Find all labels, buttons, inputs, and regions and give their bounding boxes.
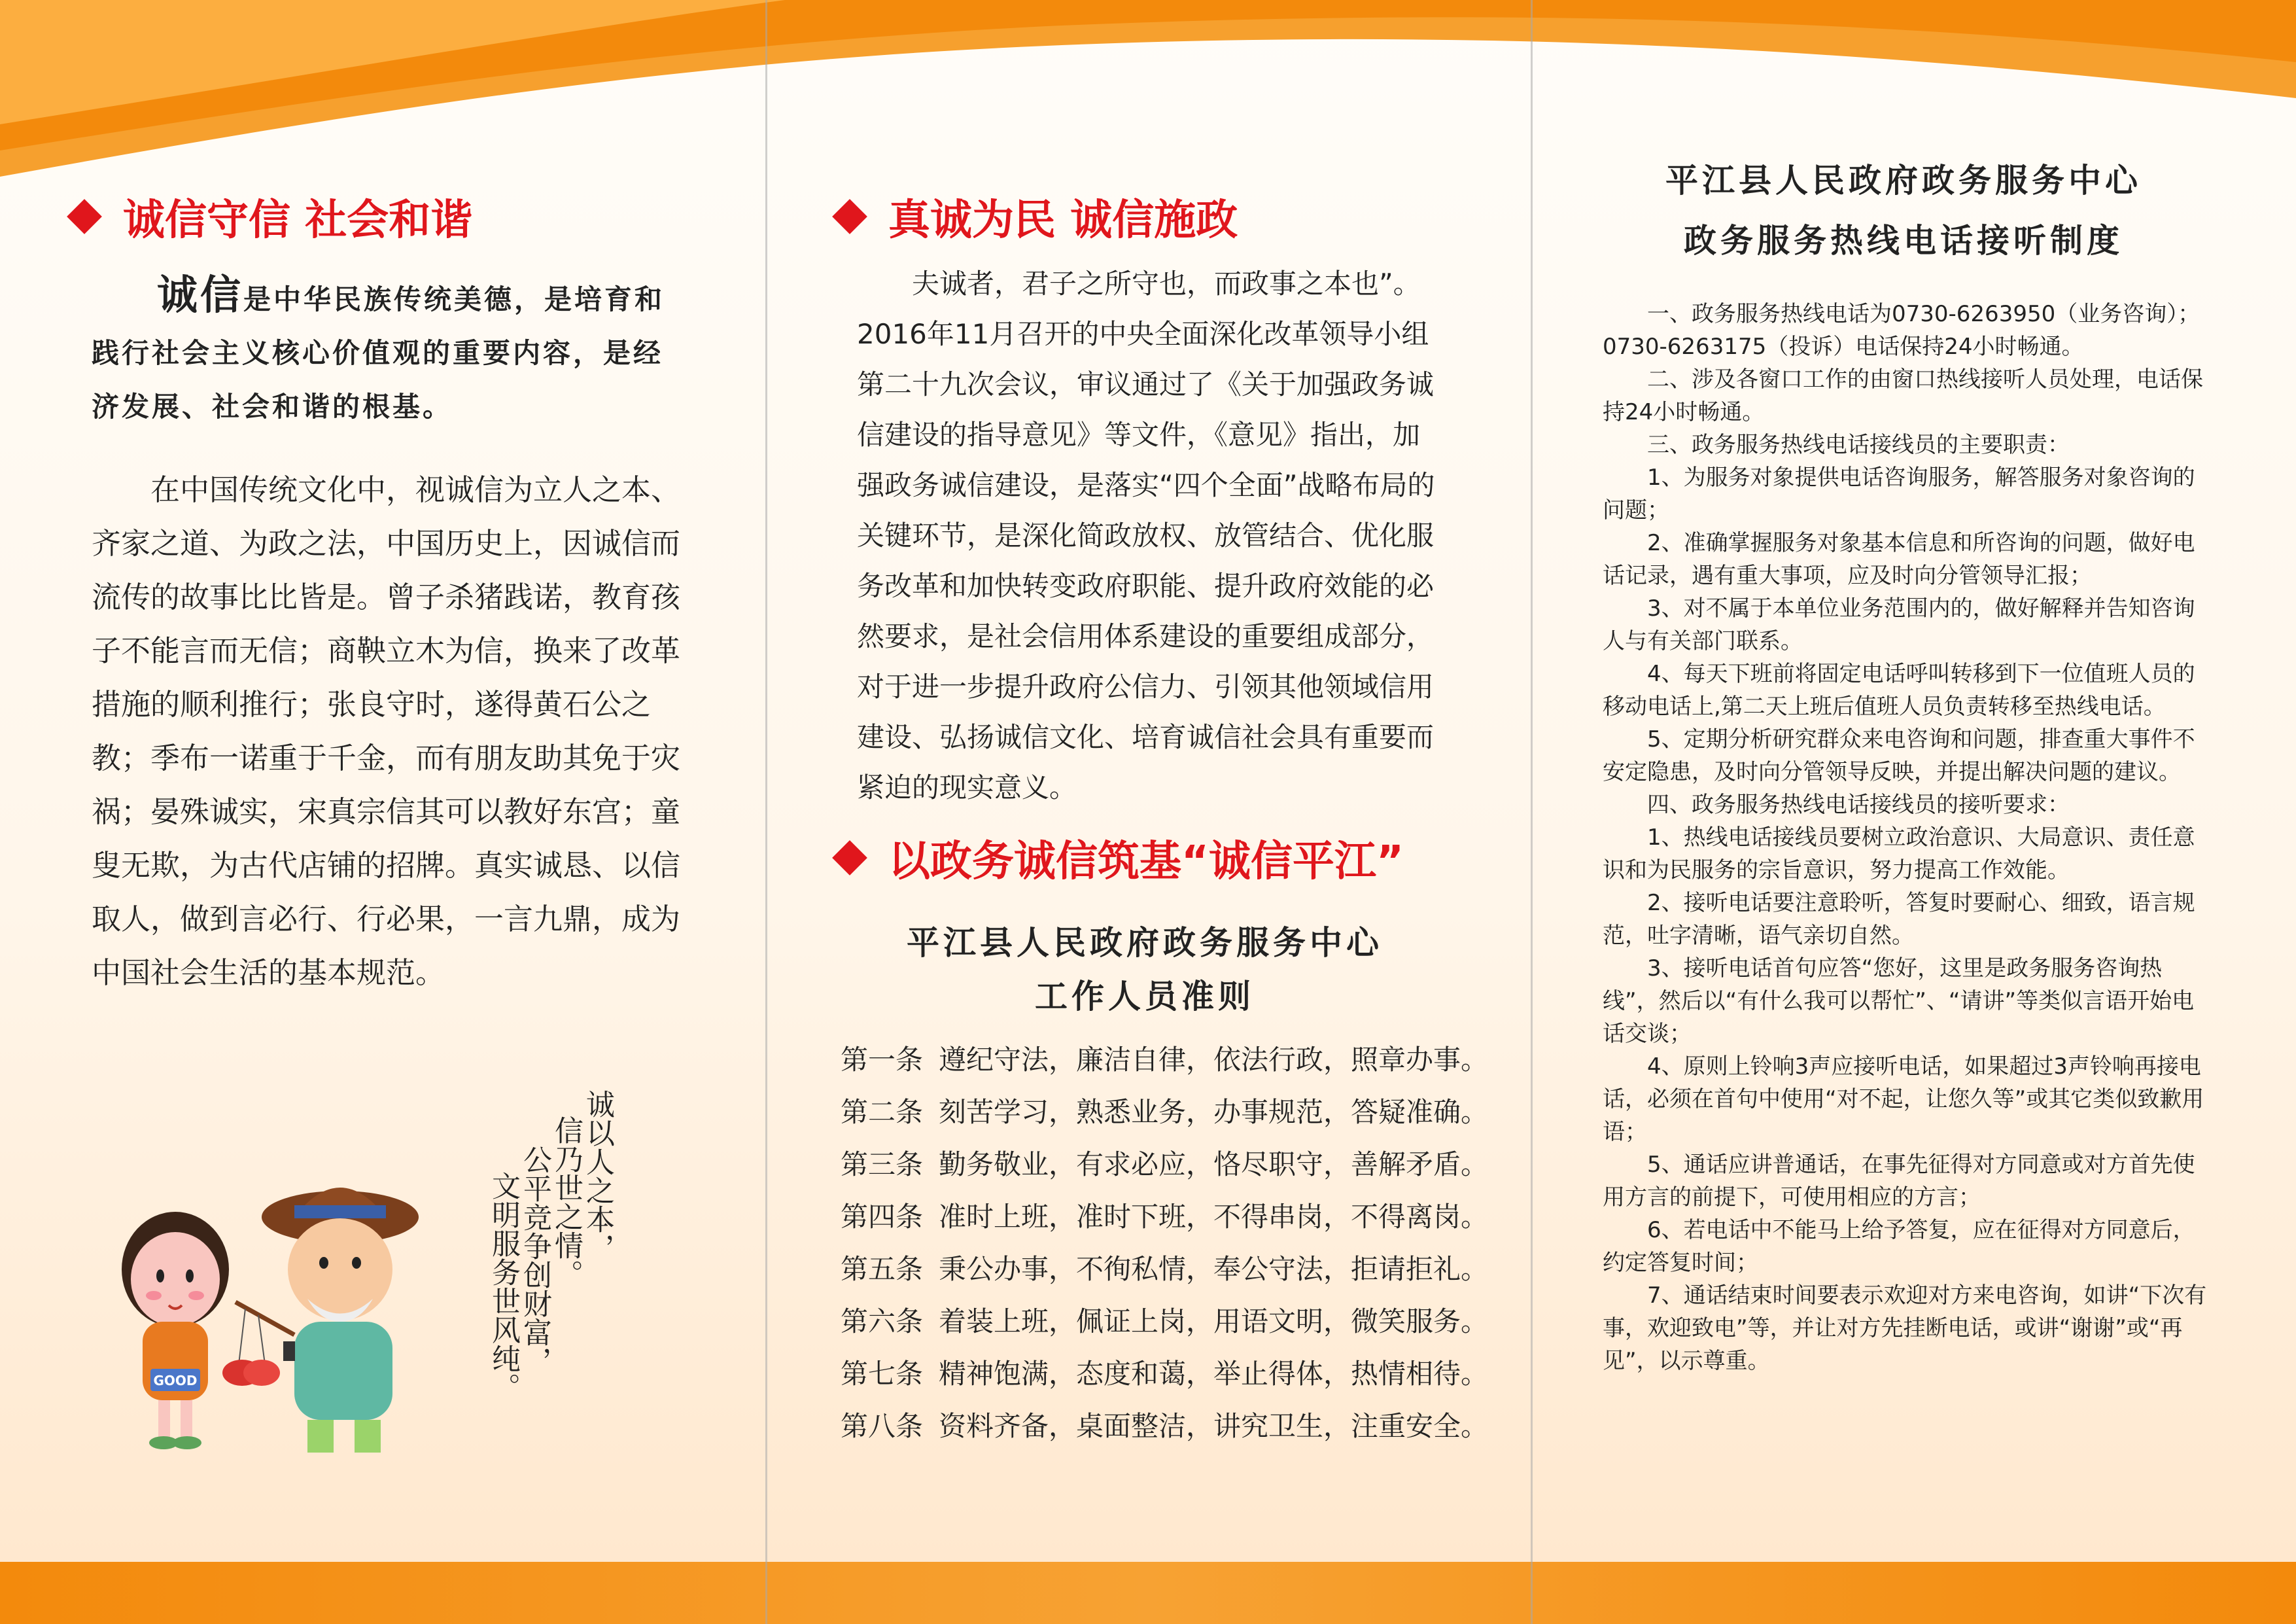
- rule-item: 第三条 勤务敬业，有求必应，恪尽职守，善解矛盾。: [841, 1148, 1489, 1180]
- hotline-title-line2: 政务服务热线电话接听制度: [1684, 221, 2123, 260]
- panel2-heading: [837, 186, 1238, 247]
- hotline-paragraph: 4、每天下班前将固定电话呼叫转移到下一位值班人员的移动电话上,第二天上班后值班人员负责转移至热线电话。: [1603, 661, 2195, 720]
- hotline-paragraph: 6、若电话中不能马上给予答复，应在征得对方同意后，约定答复时间；: [1603, 1217, 2195, 1276]
- hotline-paragraph: 5、定期分析研究群众来电咨询和问题，排查重大事件不安定隐患，及时向分管领导反映，并提出解决问题的建议。: [1603, 726, 2195, 785]
- good-badge: GOOD: [153, 1373, 198, 1388]
- diamond-bullet-icon: [832, 840, 867, 875]
- intro-emphasis: 诚信: [157, 271, 244, 319]
- panel1-body-paragraph: 在中国传统文化中，视诚信为立人之本、齐家之道、为政之法，中国历史上，因诚信而流传的故事比比皆是。曾子杀猪践诺，教育孩子不能言而无信；商鞅立木为信，换来了改革措施的顺利推行；张良守时，遂得黄石公之教；季布一诺重于千金，而有朋友助其免于灾祸；晏殊诚实，宋真宗信其可以教好东宫；童叟无欺，为古代店铺的招牌。真实诚恳、以信取人，做到言必行、行必果，一言九鼎，成为中国社会生活的基本规范。: [92, 472, 681, 990]
- hotline-paragraph: 2、接听电话要注意聆听，答复时要耐心、细致，语言规范，吐字清晰，语气亲切自然。: [1603, 890, 2195, 949]
- diamond-bullet-icon: [832, 199, 867, 234]
- panel1-heading-text: 诚信守信 社会和谐: [123, 196, 473, 245]
- hotline-paragraph: 二、涉及各窗口工作的由窗口热线接听人员处理，电话保持24小时畅通。: [1603, 366, 2203, 425]
- panel-hotline-rules: [1531, 0, 2296, 1624]
- panel-sincere-governance: [765, 0, 1531, 1624]
- panel2-heading-text: 真诚为民 诚信施政: [888, 196, 1238, 245]
- staff-rules-title-line2: 工作人员准则: [1035, 977, 1255, 1015]
- panel2-body-paragraph: 夫诚者，君子之所守也，而政事之本也”。2016年11月召开的中央全面深化改革领导小组第二十九次会议，审议通过了《关于加强政务诚信建设的指导意见》等文件，《意见》指出，加强政务诚信建设，是落实“四个全面”战略布局的关键环节，是深化简政放权、放管结合、优化服务改革和加快转变政府职能、提升政府效能的必然要求，是社会信用体系建设的重要组成部分，对于进一步提升政府公信力、引领其他领域信用建设、弘扬诚信文化、培育诚信社会具有重要而紧迫的现实意义。: [857, 268, 1435, 803]
- intro-text: 是中华民族传统美德，是培育和践行社会主义核心价值观的重要内容，是经济发展、社会和谐的根基。: [92, 283, 665, 423]
- hotline-paragraph: 7、通话结束时间要表示欢迎对方来电咨询，如讲“下次有事，欢迎致电”等，并让对方先挂断电话，或讲“谢谢”或“再见”，以示尊重。: [1603, 1282, 2207, 1374]
- panel1-body: [92, 463, 680, 1000]
- hotline-paragraph: 1、为服务对象提供电话咨询服务，解答服务对象咨询的问题；: [1603, 465, 2195, 523]
- staff-rules-title-line1: 平江县人民政府政务服务中心: [907, 923, 1383, 962]
- hotline-paragraph: 四、政务服务热线电话接线员的接听要求：: [1647, 792, 2070, 818]
- panel2-body: [857, 258, 1446, 813]
- hotline-paragraph: 4、原则上铃响3声应接听电话，如果超过3声铃响再接电话，必须在首句中使用“对不起，让您久等”或其它类似致歉用语；: [1603, 1053, 2204, 1145]
- verse-line: 文明服务世风纯。: [487, 1171, 520, 1402]
- hotline-paragraph: 2、准确掌握服务对象基本信息和所咨询的问题，做好电话记录，遇有重大事项，应及时向分管领导汇报；: [1603, 530, 2195, 589]
- diamond-bullet-icon: [67, 199, 102, 234]
- panel2-heading2-text: 以政务诚信筑基“诚信平江”: [888, 838, 1404, 886]
- cartoon-illustration: [98, 1165, 464, 1466]
- verse-line: 公平竞争创财富，: [518, 1145, 551, 1375]
- staff-rules-title: [831, 916, 1459, 1023]
- rule-item: 第一条 遵纪守法，廉洁自律，依法行政，照章办事。: [841, 1044, 1489, 1076]
- hotline-title: [1590, 150, 2218, 271]
- hotline-paragraph: 5、通话应讲普通话，在事先征得对方同意或对方首先使用方言的前提下，可使用相应的方言；: [1603, 1152, 2195, 1210]
- cartoon-girl: [122, 1212, 229, 1449]
- hotline-paragraph: 一、政务服务热线电话为0730-6263950（业务咨询）；0730-6263175（投诉）电话保持24小时畅通。: [1603, 301, 2200, 360]
- hotline-rules-body: [1603, 298, 2211, 1377]
- cartoon-man: [222, 1188, 419, 1453]
- rule-item: 第六条 着装上班，佩证上岗，用语文明，微笑服务。: [841, 1305, 1489, 1337]
- rule-item: 第四条 准时上班，准时下班，不得串岗，不得离岗。: [841, 1201, 1489, 1233]
- rule-item: 第五条 秉公办事，不徇私情，奉公守法，拒请拒礼。: [841, 1253, 1489, 1285]
- staff-rules-list: [841, 1034, 1488, 1453]
- hotline-title-line1: 平江县人民政府政务服务中心: [1665, 161, 2142, 200]
- hotline-paragraph: 1、热线电话接线员要树立政治意识、大局意识、责任意识和为民服务的宗旨意识，努力提高工作效能。: [1603, 824, 2195, 883]
- verse-line: 诚以人之本，: [581, 1089, 614, 1262]
- hotline-paragraph: 3、接听电话首句应答“您好，这里是政务服务咨询热线”，然后以“有什么我可以帮忙”、“请讲”等类似言语开始电话交谈；: [1603, 955, 2195, 1047]
- verse-poem: [487, 1089, 613, 1443]
- rule-item: 第二条 刻苦学习，熟悉业务，办事规范，答疑准确。: [841, 1096, 1489, 1128]
- panel-integrity-harmony: [0, 0, 765, 1624]
- panel1-intro: [92, 268, 680, 434]
- rule-item: 第七条 精神饱满，态度和蔼，举止得体，热情相待。: [841, 1358, 1489, 1390]
- hotline-paragraph: 3、对不属于本单位业务范围内的，做好解释并告知咨询人与有关部门联系。: [1603, 595, 2195, 654]
- panel2-heading-second: [837, 828, 1404, 888]
- verse-line: 信乃世之情。: [549, 1116, 583, 1288]
- rule-item: 第八条 资料齐备，桌面整洁，讲究卫生，注重安全。: [841, 1410, 1489, 1442]
- hotline-paragraph: 三、政务服务热线电话接线员的主要职责：: [1647, 432, 2070, 458]
- panel1-heading: [72, 186, 472, 247]
